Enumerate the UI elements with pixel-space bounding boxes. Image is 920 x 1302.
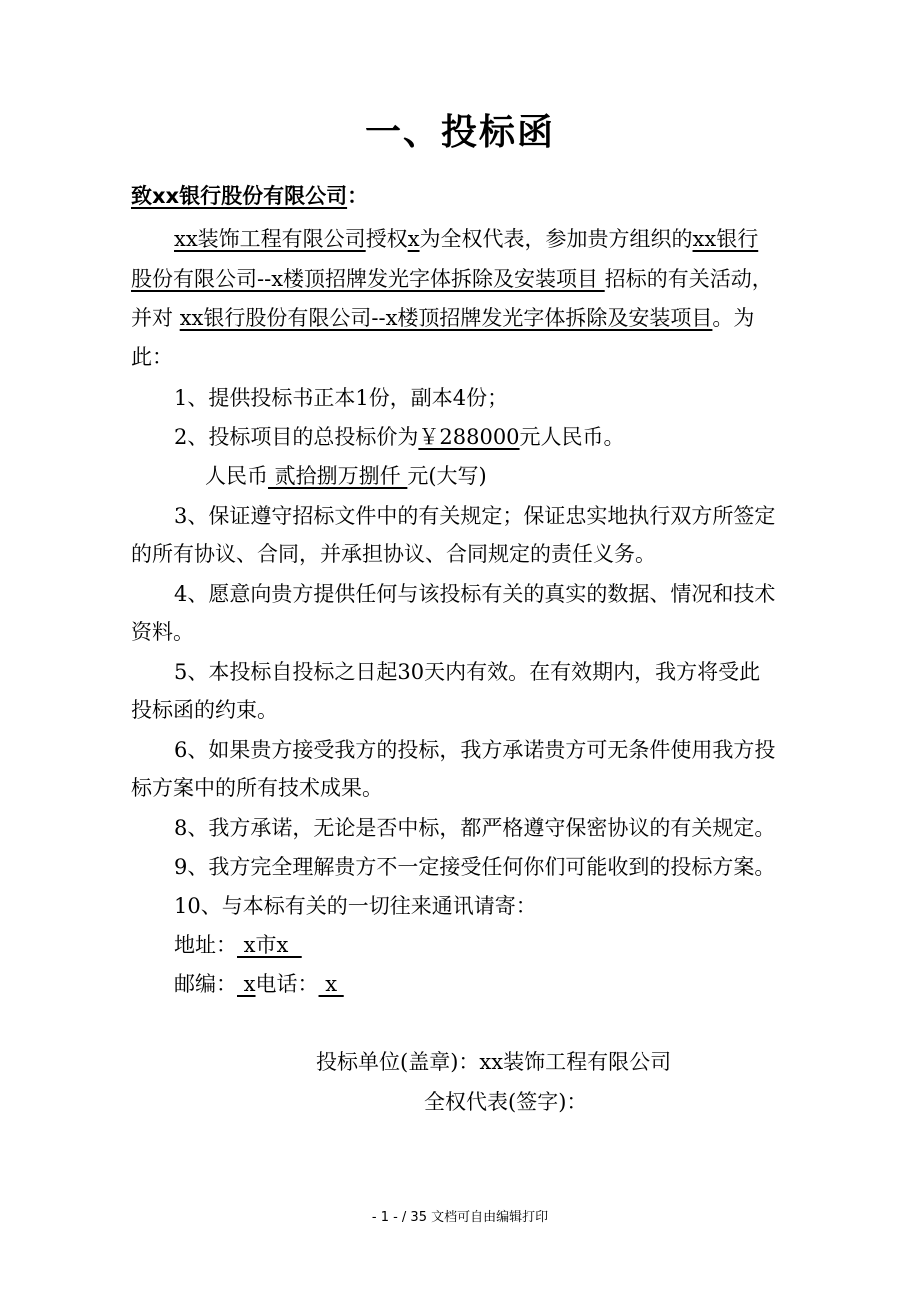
intro-authorize: 授权	[365, 227, 408, 251]
page-footer: - 1 - / 35 文档可自由编辑打印	[371, 1210, 549, 1225]
intro-line-1	[174, 225, 758, 253]
address-line	[174, 931, 302, 959]
intro-text-1: 为全权代表，参加贵方组织的	[419, 227, 693, 251]
intro-text-2: 招标的有关活动，	[604, 267, 773, 291]
item-2-uppercase	[205, 462, 487, 490]
item-2	[174, 423, 625, 451]
representative-name: x	[407, 227, 420, 251]
addressee-suffix: ：	[347, 184, 369, 208]
item-3-line-2: 的所有协议、合同，并承担协议、合同规定的责任义务。	[131, 542, 656, 566]
bidder-signature-line: 投标单位(盖章)：xx装饰工程有限公司	[316, 1050, 672, 1074]
total-bid-amount-words: 贰拾捌万捌仟	[268, 464, 408, 488]
intro-text-4: 。为	[712, 306, 755, 330]
intro-line-4: 此：	[131, 345, 173, 369]
phone-value: x	[318, 972, 344, 996]
postcode-label: 邮编：	[174, 972, 237, 996]
item-3-line-1: 3、保证遵守招标文件中的有关规定；保证忠实地执行双方所签定	[174, 504, 776, 528]
total-bid-amount: ￥288000	[418, 425, 520, 449]
item-6-line-1: 6、如果贵方接受我方的投标，我方承诺贵方可无条件使用我方投	[174, 738, 776, 762]
project-name-part2: 股份有限公司--x楼顶招牌发光字体拆除及安装项目	[131, 267, 605, 291]
bidder-company: xx装饰工程有限公司	[174, 227, 366, 251]
address-value: x市x	[237, 933, 302, 957]
item-6-line-2: 标方案中的所有技术成果。	[131, 776, 383, 800]
postcode-phone-line	[174, 970, 344, 998]
addressee-prefix: 致	[131, 184, 152, 208]
item-1: 1、提供投标书正本1份，副本4份；	[174, 386, 509, 410]
intro-text-3: 并对	[131, 306, 180, 330]
addressee-bank: xx银行股份有限公司	[152, 184, 348, 208]
addressee-line	[131, 182, 368, 210]
item-8: 8、我方承诺，无论是否中标，都严格遵守保密协议的有关规定。	[174, 816, 776, 840]
project-name-full: xx银行股份有限公司--x楼顶招牌发光字体拆除及安装项目	[179, 306, 713, 330]
postcode-value: x	[237, 972, 256, 996]
address-label: 地址：	[174, 933, 237, 957]
item-2b-suffix: 元(大写)	[407, 464, 487, 488]
item-4-line-1: 4、愿意向贵方提供任何与该投标有关的真实的数据、情况和技术	[174, 582, 776, 606]
item-4-line-2: 资料。	[131, 620, 194, 644]
representative-signature-line: 全权代表(签字)：	[424, 1090, 588, 1114]
item-2-prefix: 2、投标项目的总投标价为	[174, 425, 419, 449]
phone-label: 电话：	[255, 972, 319, 996]
intro-line-2	[131, 265, 773, 293]
item-5-line-2: 投标函的约束。	[131, 698, 278, 722]
item-9: 9、我方完全理解贵方不一定接受任何你们可能收到的投标方案。	[174, 855, 776, 879]
intro-line-3	[131, 304, 754, 332]
project-name-part1: xx银行	[692, 227, 759, 251]
item-10: 10、与本标有关的一切往来通讯请寄：	[174, 894, 537, 918]
item-2-suffix: 元人民币。	[519, 425, 625, 449]
page-title: 一、投标函	[364, 112, 555, 153]
item-5-line-1: 5、本投标自投标之日起30天内有效。在有效期内，我方将受此	[174, 660, 761, 684]
item-2b-prefix: 人民币	[205, 464, 268, 488]
